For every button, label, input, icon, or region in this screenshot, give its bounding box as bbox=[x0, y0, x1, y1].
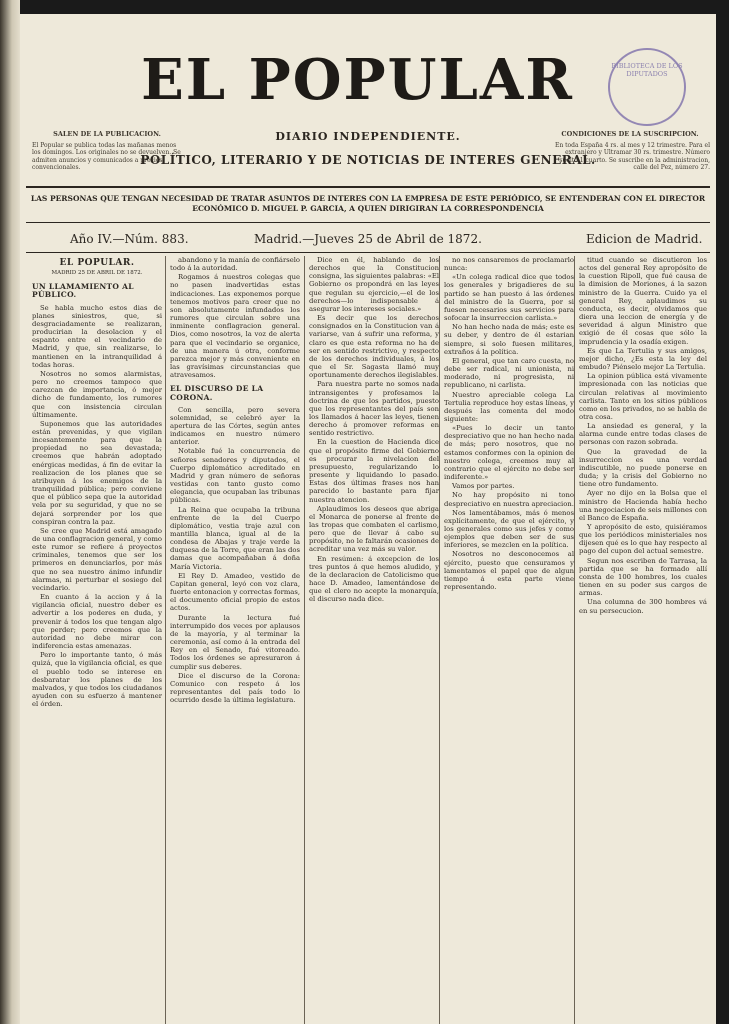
paragraph: Nuestro apreciable colega La Tertulia reproduce hoy estas líneas, y después las comenta del modo siguiente: bbox=[444, 390, 574, 423]
paragraph: abandono y la manía de confiárselo todo á la autoridad. bbox=[170, 256, 300, 273]
paragraph: Que la gravedad de la insurreccion es una verdad indiscutible, no puede ponerse en duda; y la crisis del Gobierno no tiene otro fundamento. bbox=[579, 447, 707, 489]
paragraph: Durante la lectura fué interrumpido dos veces por aplausos de la mayoría, y al terminar la ceremonia, así como á la entrada del Rey en el Senado, fué vitoreado. Todos los órdenes se apresuraron á cumplir sus deberes. bbox=[170, 613, 300, 671]
paragraph: Nosotros no desconocemos al ejército, puesto que censuramos y lamentamos el papel que de algun tiempo á esta parte viene representando. bbox=[444, 550, 574, 592]
paragraph: no nos cansaremos de proclamarlo nunca: bbox=[444, 256, 574, 273]
paragraph: Notable fué la concurrencia de señores senadores y diputados, el Cuerpo diplomático acreditado en Madrid y gran número de señoras vestidas con tanto gusto como elegancia, que ocupaban las tribunas públicas. bbox=[170, 447, 300, 505]
paragraph: Ayer no dijo en la Bolsa que el ministro de Hacienda había hecho una negociacion de seis millones con el Banco de España. bbox=[579, 489, 707, 522]
paragraph: Con sencilla, pero severa solemnidad, se celebró ayer la apertura de las Córtes, según antes indicamos en nuestro número anterior. bbox=[170, 405, 300, 447]
paragraph: Es que La Tertulia y sus amigos, mejor dicho, ¿Es esta la ley del embudo? Piénselo mejor La Tertulia. bbox=[579, 346, 707, 372]
paragraph: Una columna de 300 hombres vá en su persecucion. bbox=[579, 598, 707, 615]
paragraph: La Reina que ocupaba la tribuna enfrente de la del Cuerpo diplomático, vestia traje azul con mantilla blanca, igual al de la condesa de Abajas y traje verde la duquesa de la Torre, que eran las dos damas que acompañaban á doña María Victoria. bbox=[170, 505, 300, 571]
masthead-title: EL POPULAR bbox=[141, 47, 574, 113]
paragraph: Dice el discurso de la Corona: Comunico con respeto á los representantes del país todo lo ocurrido desde la última legislatura. bbox=[170, 671, 300, 705]
rule-notice bbox=[26, 222, 710, 223]
paragraph: Suponemos que las autoridades están prevenidas, y que vigilan incesantemente para que la propiedad no sea devastada; creemos que habrán adoptado enérgicas medidas, á fin de evitar la realizacion de los planes que se atribuyen á los enemigos de la tranquilidad pública; pero conviene que el público sepa que la autoridad vela por su seguridad, y que no se dejará sorprender por los que conspiran contra la paz. bbox=[32, 419, 162, 526]
column-separator bbox=[304, 256, 305, 1024]
paragraph: Dice en él, hablando de los derechos que la Constitucion consigna, las siguientes palabras: «El Gobierno os propondrá en las leyes que regulan su ejercicio,—el de los derechos—lo indispensable á asegurar los intereses sociales.» bbox=[309, 256, 439, 313]
column-separator bbox=[439, 256, 440, 1024]
page-fold bbox=[0, 0, 20, 1024]
right-ear-text: En toda España 4 rs. al mes y 12 trimestre. Para el extranjero y Ultramar 30 rs. trimestre. Número suelto 1 cuarto. Se suscribe en la administracion, calle del Pez, número 27. bbox=[554, 141, 710, 171]
paragraph: «Pues lo decir un tanto despreciativo que no han hecho nada de más; pero nosotros, que no estamos conformes con la opinion de nuestro colega, creemos muy al contrario que el ejército no debe ser indiferente.» bbox=[444, 424, 574, 482]
stamp-text: BIBLIOTECA DE LOS DIPUTADOS bbox=[611, 62, 683, 78]
column-5 bbox=[579, 256, 707, 1016]
column-separator bbox=[574, 256, 575, 1024]
column-separator bbox=[165, 256, 166, 1024]
paragraph: titud cuando se discutieron los actos del general Rey apropósito de la cuestion Ripoll, que fué causa de la dimision de Moriones, á la sazon ministro de la Guerra. Cuido ya el general Rey, aplaudimos su conducta, es decir, olvidamos que diera una leccion de energía y de severidad á algun Ministro que exigió de él cosas que sólo la imprudencia y la osadía exigen. bbox=[579, 256, 707, 346]
paragraph: Se habla mucho estos dias de planes siniestros, que, si desgraciadamente se realizaran, producirian la desolacion y el espanto entre el vecindario de Madrid, y que, sin realizarse, lo mantienen en la intranquilidad á todas horas. bbox=[32, 303, 162, 369]
paragraph: En la cuestion de Hacienda dice que el propósito firme del Gobierno es procurar la nivelacion del presupuesto, regularizando lo presente y liquidando lo pasado. Estas dos últimas frases nos han parecido lo bastante para fijar nuestra atencion. bbox=[309, 438, 439, 504]
paragraph: Vamos por partes. bbox=[452, 482, 515, 491]
column-3 bbox=[309, 256, 439, 1016]
paragraph: «Un colega radical dice que todos los generales y brigadieres de su partido se han puesto á las órdenes del ministro de la Guerra, por si fuesen necesarios sus servicios para sofocar la insurreccion carlista.» bbox=[444, 273, 574, 323]
paragraph: Segun nos escriben de Tarrasa, la partida que se ha formado allí consta de 100 hombres, los cuales tienen en su poder sus cargos de armas. bbox=[579, 556, 707, 598]
left-ear-text: El Popular se publica todas las mañanas menos los domingos. Los originales no se devuelven. Se admiten anuncios y comunicados a precios convencionales. bbox=[32, 141, 181, 171]
dateline bbox=[26, 228, 710, 250]
paragraph: En resúmen: á excepcion de los tres puntos á que hemos aludido, y de la declaracion de Catolicismo que hace D. Amadeo, lamentándose de que el clero no acepte la monarquía, el discurso nada dice. bbox=[309, 554, 439, 604]
paragraph: Pero lo importante tanto, ó más quizá, que la vigilancia oficial, es que el pueblo todo se interese en desbaratar los planes de los malvados, y que todos los ciudadanos ayuden con su esfuerzo á mantener el órden. bbox=[32, 651, 162, 709]
paragraph: En cuanto á la accion y á la vigilancia oficial, nuestro deber es advertir a los poderes en duda, y prevenir á todos los que tengan algo que perder; pero creemos que la autoridad no debe mirar con indiferencia estas amenazas. bbox=[32, 593, 162, 651]
right-ear-head: CONDICIONES DE LA SUSCRIPCION. bbox=[561, 130, 699, 138]
paragraph: Aplaudimos los deseos que abriga el Monarca de ponerse al frente de las tropas que combaten el carlismo, pero que de llevar á cabo su propósito, no le faltarán ocasiones de acreditar una vez más su valor. bbox=[309, 504, 439, 554]
paragraph: No han hecho nada de más; este es su deber, y dentro de él estarian siempre, si solo fuesen militares, extraños á la política. bbox=[444, 323, 574, 356]
paragraph: Nos lamentábamos, más ó menos explícitamente, de que el ejército, y los generales como sus jefes y como ejemplos que deben ser de sus inferiores, se mezclen en la política. bbox=[444, 508, 574, 550]
masthead-tagline: POLÍTICO, LITERARIO Y DE NOTICIAS DE INTERES GENERAL. bbox=[140, 153, 596, 167]
paragraph: Nosotros no somos alarmistas, pero no creemos tampoco que carezcan de importancia, ó mejor dicho de fundamento, los rumores que con insistencia circulan últimamente. bbox=[32, 369, 162, 419]
paragraph: El Rey D. Amadeo, vestido de Capitan general, leyó con voz clara, fuerte entonacion y correctas formas, el documento oficial propio de estos actos. bbox=[170, 571, 300, 613]
column-4 bbox=[444, 256, 574, 1016]
paragraph: Se cree que Madrid está amagado de una conflagracion general, y como este rumor se refiere á proyectos criminales, tenemos que ser los primeros en denunciarlos, por más que no sea nuestro ánimo infundir alarmas, ni perturbar el sosiego del vecindario. bbox=[32, 526, 162, 592]
column-heading: EL POPULAR. bbox=[59, 258, 135, 268]
correspondence-notice: LAS PERSONAS QUE TENGAN NECESIDAD DE TRATAR ASUNTOS DE INTERES CON LA EMPRESA DE ESTE PERIÓDICO, SE ENTENDERAN CON EL DIRECTOR ECONÓMICO D. MIGUEL P. GARCIA, A QUIEN DIRIGIRAN LA CORRESPONDENCIA bbox=[30, 194, 706, 213]
left-ear-head: SALEN DE LA PUBLICACION. bbox=[53, 130, 161, 138]
issue-number: Año IV.—Núm. 883. bbox=[70, 232, 189, 246]
paragraph: La ansiedad es general, y la alarma cunde entre todas clases de personas con razon sobrada. bbox=[579, 422, 707, 447]
newspaper-page bbox=[20, 14, 716, 1024]
article-title: EL DISCURSO DE LA CORONA. bbox=[170, 384, 264, 402]
masthead-subtitle: DIARIO INDEPENDIENTE. bbox=[275, 130, 461, 143]
rule-top bbox=[26, 186, 710, 188]
edition: Edicion de Madrid. bbox=[586, 232, 703, 246]
paragraph: El general, que tan caro cuesta, no debe ser radical, ni unionista, ni moderado, ni progresista, ni republicano, ni carlista. bbox=[444, 356, 574, 390]
paragraph: La opinion pública está vivamente impresionada con las noticias que circulan relativas al movimiento carlista. Tanto en los sitios públicos como en los privados, no se habla de otra cosa. bbox=[579, 372, 707, 421]
paragraph: Para nuestra parte no somos nada intransigentes y profesamos la doctrina de que los partidos, puesto que los representantes del país son los llamados á hacer las leyes, tienen derecho á promover reformas en sentido restrictivo. bbox=[309, 380, 439, 438]
paragraph: Es decir que los derechos consignados en la Constitucion van á variarse, van á sufrir una reforma, y claro es que esta reforma no ha de ser en sentido restrictivo, y respecto de los derechos individuales, á los que el Sr. Sagasta llamó muy oportunamente derechos ilegislables. bbox=[309, 314, 439, 380]
paragraph: Y apropósito de esto, quisiéramos que los periódicos ministeriales nos dijesen qué es lo que hay respecto al pago del cupon del actual semestre. bbox=[579, 523, 707, 556]
article-title: UN LLAMAMIENTO AL PÚBLICO. bbox=[32, 282, 134, 300]
paragraph: Rogamos á nuestros colegas que no pasen inadvertidas estas indicaciones. Las exponemos porque tenemos motivos para creer que no son absolutamente infundados los rumores que circulan sobre una inminente conflagracion general. Dios, como nosotros, la voz de alerta para que el vecindario se organice, de una manera ú otra, conforme parezca mejor y más conveniente en las gravísimas circunstancias que atravesamos. bbox=[170, 273, 300, 380]
paragraph: No hay propósito ni tono despreciativo en nuestra apreciacion. bbox=[444, 491, 574, 508]
column-2 bbox=[170, 256, 300, 1016]
issue-date: Madrid.—Jueves 25 de Abril de 1872. bbox=[254, 232, 482, 246]
column-1 bbox=[32, 256, 162, 1016]
rule-dateline bbox=[26, 252, 710, 253]
column-date: MADRID 25 DE ABRIL DE 1872. bbox=[51, 270, 143, 277]
library-stamp bbox=[608, 48, 686, 126]
